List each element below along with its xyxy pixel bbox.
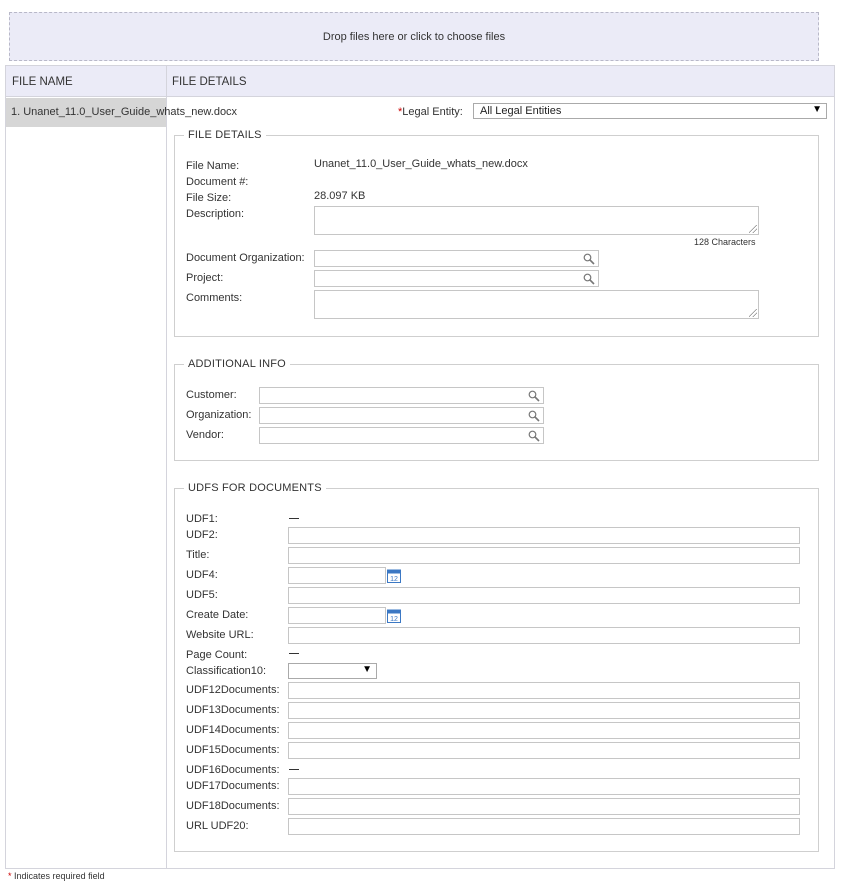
file-name-column-header: FILE NAME <box>12 76 73 88</box>
udf14-label: UDF14Documents: <box>186 724 280 736</box>
file-name-value: Unanet_11.0_User_Guide_whats_new.docx <box>314 158 528 170</box>
udf4-date-input[interactable] <box>288 567 386 584</box>
description-char-count: 128 Characters <box>694 237 756 247</box>
description-textarea[interactable] <box>314 206 759 235</box>
magnifier-icon[interactable] <box>528 390 540 402</box>
classification10-select[interactable] <box>288 663 377 679</box>
udf12-label: UDF12Documents: <box>186 684 280 696</box>
chevron-down-icon: ▼ <box>812 104 822 115</box>
udfs-legend: UDFS FOR DOCUMENTS <box>188 482 322 494</box>
file-size-label: File Size: <box>186 192 232 204</box>
udf1-empty-value <box>289 518 299 519</box>
legal-entity-label: *Legal Entity: <box>398 106 463 118</box>
url-udf20-label: URL UDF20: <box>186 820 249 832</box>
magnifier-icon[interactable] <box>583 253 595 265</box>
website-url-label: Website URL: <box>186 629 254 641</box>
udf4-label: UDF4: <box>186 569 218 581</box>
file-details-column-header: FILE DETAILS <box>172 76 247 88</box>
udf15-label: UDF15Documents: <box>186 744 280 756</box>
file-name-label: File Name: <box>186 160 240 172</box>
udf1-label: UDF1: <box>186 513 218 525</box>
url-udf20-input[interactable] <box>288 818 800 835</box>
udf18-input[interactable] <box>288 798 800 815</box>
udf5-input[interactable] <box>288 587 800 604</box>
description-label: Description: <box>186 208 245 220</box>
svg-text:12: 12 <box>390 616 398 623</box>
column-divider <box>166 66 167 868</box>
create-date-input[interactable] <box>288 607 386 624</box>
create-date-label: Create Date: <box>186 609 249 621</box>
required-marker: * <box>8 871 12 881</box>
document-organization-input[interactable] <box>314 250 599 267</box>
legal-entity-select[interactable] <box>473 103 827 119</box>
udf2-label: UDF2: <box>186 529 218 541</box>
file-list-item[interactable]: 1. Unanet_11.0_User_Guide_whats_new.docx <box>6 98 166 127</box>
project-input[interactable] <box>314 270 599 287</box>
website-url-input[interactable] <box>288 627 800 644</box>
udf13-label: UDF13Documents: <box>186 704 280 716</box>
udf18-label: UDF18Documents: <box>186 800 280 812</box>
required-marker: * <box>398 106 403 118</box>
calendar-icon[interactable] <box>387 569 401 583</box>
svg-text:12: 12 <box>390 576 398 583</box>
file-size-value: 28.097 KB <box>314 190 366 202</box>
udf2-input[interactable] <box>288 527 800 544</box>
dropzone-text: Drop files here or click to choose files <box>322 30 506 43</box>
udf12-input[interactable] <box>288 682 800 699</box>
project-label: Project: <box>186 272 224 284</box>
title-input[interactable] <box>288 547 800 564</box>
customer-label: Customer: <box>186 389 237 401</box>
magnifier-icon[interactable] <box>528 410 540 422</box>
file-dropzone[interactable] <box>9 12 819 61</box>
calendar-icon[interactable] <box>387 609 401 623</box>
file-details-legend: FILE DETAILS <box>188 129 262 141</box>
classification10-label: Classification10: <box>186 665 267 677</box>
page-count-label: Page Count: <box>186 649 248 661</box>
customer-input[interactable] <box>259 387 544 404</box>
title-label: Title: <box>186 549 210 561</box>
resize-grip-icon[interactable] <box>749 225 757 233</box>
document-number-label: Document #: <box>186 176 249 188</box>
resize-grip-icon[interactable] <box>749 309 757 317</box>
document-organization-label: Document Organization: <box>186 252 305 264</box>
column-header-bar <box>6 66 834 97</box>
vendor-input[interactable] <box>259 427 544 444</box>
page-count-empty-value <box>289 653 299 654</box>
udf16-empty-value <box>289 769 299 770</box>
vendor-label: Vendor: <box>186 429 224 441</box>
comments-textarea[interactable] <box>314 290 759 319</box>
udf13-input[interactable] <box>288 702 800 719</box>
udf17-label: UDF17Documents: <box>186 780 280 792</box>
magnifier-icon[interactable] <box>528 430 540 442</box>
additional-info-legend: ADDITIONAL INFO <box>188 358 286 370</box>
udf14-input[interactable] <box>288 722 800 739</box>
udf5-label: UDF5: <box>186 589 218 601</box>
magnifier-icon[interactable] <box>583 273 595 285</box>
organization-input[interactable] <box>259 407 544 424</box>
legal-entity-selected: All Legal Entities <box>480 105 562 117</box>
comments-label: Comments: <box>186 292 243 304</box>
organization-label: Organization: <box>186 409 252 421</box>
udf17-input[interactable] <box>288 778 800 795</box>
required-field-note: * Indicates required field <box>8 871 105 881</box>
udf16-label: UDF16Documents: <box>186 764 280 776</box>
chevron-down-icon: ▼ <box>362 664 372 675</box>
udf15-input[interactable] <box>288 742 800 759</box>
